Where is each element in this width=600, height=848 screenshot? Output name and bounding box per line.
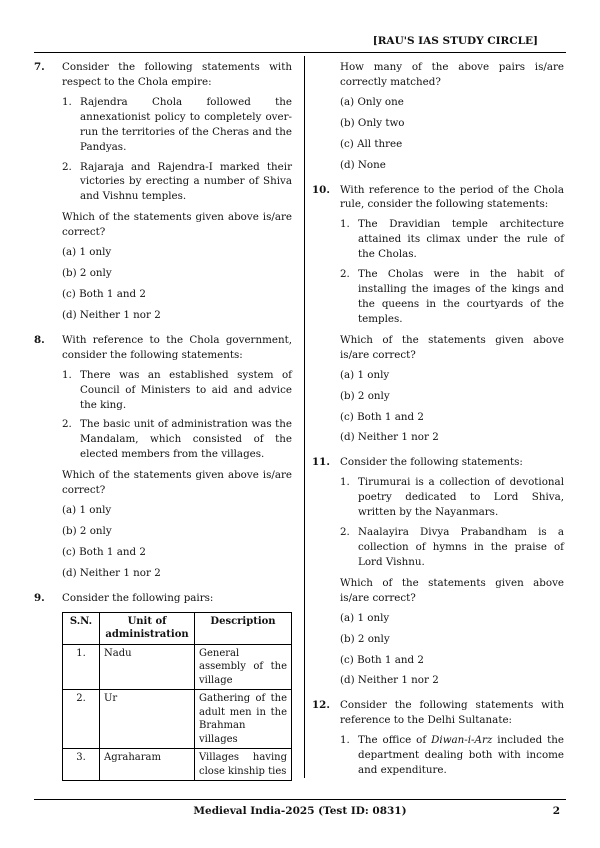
table-cell: 1. bbox=[63, 644, 100, 690]
column-divider bbox=[304, 56, 305, 778]
option-c: (c) Both 1 and 2 bbox=[340, 410, 424, 423]
table-cell: Ur bbox=[100, 690, 195, 749]
option-b: (b) 2 only bbox=[62, 524, 112, 537]
option-b: (b) 2 only bbox=[340, 632, 390, 645]
table-cell: 2. bbox=[63, 690, 100, 749]
question-9-continued bbox=[312, 60, 564, 179]
table-row bbox=[63, 644, 292, 690]
table-cell: Gathering of the adult men in the Brahman villages bbox=[195, 690, 292, 749]
statement-1: 1. Rajendra Chola followed the annexationist policy to completely over-run the territories of the Cheras and the Pandyas. bbox=[62, 95, 292, 153]
question-number: 8. bbox=[34, 333, 45, 346]
question-number: 7. bbox=[34, 61, 45, 73]
option-d: (d) Neither 1 nor 2 bbox=[62, 308, 161, 321]
question-9 bbox=[34, 591, 292, 781]
option-b: (b) 2 only bbox=[340, 389, 390, 402]
table-cell: Villages having close kinship ties bbox=[195, 749, 292, 781]
option-a: (a) 1 only bbox=[340, 611, 390, 624]
page-number: 2 bbox=[552, 805, 560, 817]
question-number: 10. bbox=[312, 183, 330, 196]
question-prompt: Which of the statements given above is/are correct? bbox=[340, 576, 564, 604]
option-a: (a) Only one bbox=[340, 95, 404, 108]
table-header-cell: Description bbox=[195, 612, 292, 644]
option-b: (b) Only two bbox=[340, 116, 405, 129]
option-c: (c) Both 1 and 2 bbox=[62, 545, 146, 558]
option-d: (d) Neither 1 nor 2 bbox=[340, 431, 439, 444]
option-d: (d) Neither 1 nor 2 bbox=[340, 674, 439, 687]
question-prompt: Which of the statements given above is/are correct? bbox=[62, 469, 292, 497]
option-d: (d) None bbox=[340, 158, 386, 171]
header-rule bbox=[34, 52, 566, 53]
question-prompt: Which of the statements given above is/are correct? bbox=[62, 211, 292, 239]
question-stem: Consider the following statements with reference to the Delhi Sultanate: bbox=[340, 699, 564, 727]
statement-1: 1. The office of Diwan-i-Arz included the department dealing both with income and expenditure. bbox=[340, 734, 564, 777]
question-10 bbox=[312, 183, 564, 452]
question-11 bbox=[312, 455, 564, 694]
table-header-cell: Unit of administration bbox=[100, 612, 195, 644]
question-number: 11. bbox=[312, 456, 330, 469]
page-header: [RAU'S IAS STUDY CIRCLE] bbox=[372, 35, 538, 47]
statement-1: 1. The Dravidian temple architecture attained its climax under the rule of the Cholas. bbox=[340, 218, 564, 261]
statement-2: 2. Rajaraja and Rajendra-I marked their victories by erecting a number of Shiva and Vishnu temples. bbox=[62, 160, 292, 203]
question-number: 9. bbox=[34, 591, 45, 604]
statement-1: 1. There was an established system of Council of Ministers to aid and advice the king. bbox=[62, 368, 292, 411]
question-8 bbox=[34, 333, 292, 587]
option-b: (b) 2 only bbox=[62, 267, 112, 280]
page-footer: Medieval India-2025 (Test ID: 0831) bbox=[193, 805, 407, 817]
question-7 bbox=[34, 60, 292, 329]
table-row bbox=[63, 690, 292, 749]
option-c: (c) All three bbox=[340, 137, 403, 150]
option-c: (c) Both 1 and 2 bbox=[62, 287, 146, 300]
table-cell: Agraharam bbox=[100, 749, 195, 781]
office-name: Diwan-i-Arz bbox=[431, 734, 493, 747]
left-column bbox=[34, 60, 292, 785]
pairs-table bbox=[62, 612, 292, 782]
option-c: (c) Both 1 and 2 bbox=[340, 653, 424, 666]
statement-2: 2. The basic unit of administration was the Mandalam, which consisted of the elected members from the villages. bbox=[62, 418, 292, 461]
table-cell: General assembly of the village bbox=[195, 644, 292, 690]
question-stem: Consider the following pairs: bbox=[62, 591, 214, 604]
option-a: (a) 1 only bbox=[62, 504, 112, 517]
table-header-row bbox=[63, 612, 292, 644]
option-a: (a) 1 only bbox=[340, 368, 390, 381]
statement-2: 2. Naalayira Divya Prabandham is a collection of hymns in the praise of Lord Vishnu. bbox=[340, 526, 564, 568]
question-stem: Consider the following statements with respect to the Chola empire: bbox=[62, 61, 292, 88]
statement-2: 2. The Cholas were in the habit of installing the images of the kings and the queens in the courtyards of the temples. bbox=[340, 268, 564, 325]
table-cell: Nadu bbox=[100, 644, 195, 690]
right-column bbox=[312, 60, 564, 788]
question-stem: Consider the following statements: bbox=[340, 456, 523, 469]
table-header-cell: S.N. bbox=[63, 612, 100, 644]
question-prompt: How many of the above pairs is/are correctly matched? bbox=[340, 61, 564, 88]
table-row bbox=[63, 749, 292, 781]
table-cell: 3. bbox=[63, 749, 100, 781]
question-stem: With reference to the Chola government, consider the following statements: bbox=[62, 333, 292, 361]
question-number: 12. bbox=[312, 699, 330, 712]
option-a: (a) 1 only bbox=[62, 246, 112, 259]
question-12 bbox=[312, 698, 564, 784]
statement-1: 1. Tirumurai is a collection of devotional poetry dedicated to Lord Shiva, written by the Nayanmars. bbox=[340, 476, 564, 519]
option-d: (d) Neither 1 nor 2 bbox=[62, 566, 161, 579]
question-stem: With reference to the period of the Chola rule, consider the following statements: bbox=[340, 183, 564, 211]
footer-rule bbox=[34, 799, 566, 800]
question-prompt: Which of the statements given above is/are correct? bbox=[340, 333, 564, 361]
